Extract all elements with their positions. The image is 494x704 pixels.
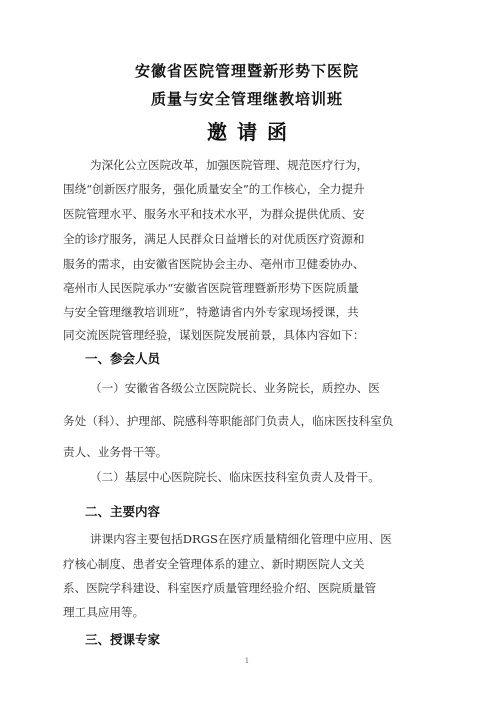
attendees-line-1: （一）安徽省各级公立医院院长、业务院长，质控办、医 xyxy=(90,381,380,395)
invitation-heading: 邀请函 xyxy=(207,120,297,144)
intro-line-6: 亳州市人民医院承办“安徽省医院管理暨新形势下医院质量 xyxy=(63,281,359,295)
document-title-line-1: 安徽省医院管理暨新形势下医院 xyxy=(134,62,359,80)
intro-line-4: 全的诊疗服务，满足人民群众日益增长的对优质医疗资源和 xyxy=(63,232,365,246)
section-heading-content: 二、主要内容 xyxy=(85,504,161,519)
section-heading-attendees: 一、参会人员 xyxy=(85,351,161,366)
document-title-line-2: 质量与安全管理继教培训班 xyxy=(150,90,343,108)
content-line-1: 讲课内容主要包括DRGS在医疗质量精细化管理中应用、医 xyxy=(90,532,392,546)
attendees-line-3: 责人、业务骨干等。 xyxy=(63,445,168,459)
intro-line-8: 同交流医院管理经验，谋划医院发展前景，具体内容如下： xyxy=(63,328,365,342)
content-line-3: 系、医院学科建设、科室医疗质量管理经验介绍、医院质量管 xyxy=(63,581,377,595)
attendees-line-4: （二）基层中心医院院长、临床医技科室负责人及骨干。 xyxy=(90,470,380,484)
intro-line-2: 围绕“创新医疗服务，强化质量安全”的工作核心，全力提升 xyxy=(63,182,365,196)
content-line-4: 理工具应用等。 xyxy=(63,605,145,619)
page-number: 1 xyxy=(244,657,250,665)
intro-line-3: 医院管理水平、服务水平和技术水平，为群众提供优质、安 xyxy=(63,207,365,221)
content-line-2: 疗核心制度、患者安全管理体系的建立、新时期医院人文关 xyxy=(63,557,365,571)
intro-line-5: 服务的需求，由安徽省医院协会主办、亳州市卫健委协办、 xyxy=(63,257,365,271)
intro-line-1: 为深化公立医院改革，加强医院管理、规范医疗行为， xyxy=(90,158,369,172)
intro-line-7: 与安全管理继教培训班”，特邀请省内外专家现场授课，共 xyxy=(63,305,359,319)
section-heading-experts: 三、授课专家 xyxy=(85,632,161,647)
attendees-line-2: 务处（科）、护理部、院感科等职能部门负责人，临床医技科室负 xyxy=(63,414,394,428)
